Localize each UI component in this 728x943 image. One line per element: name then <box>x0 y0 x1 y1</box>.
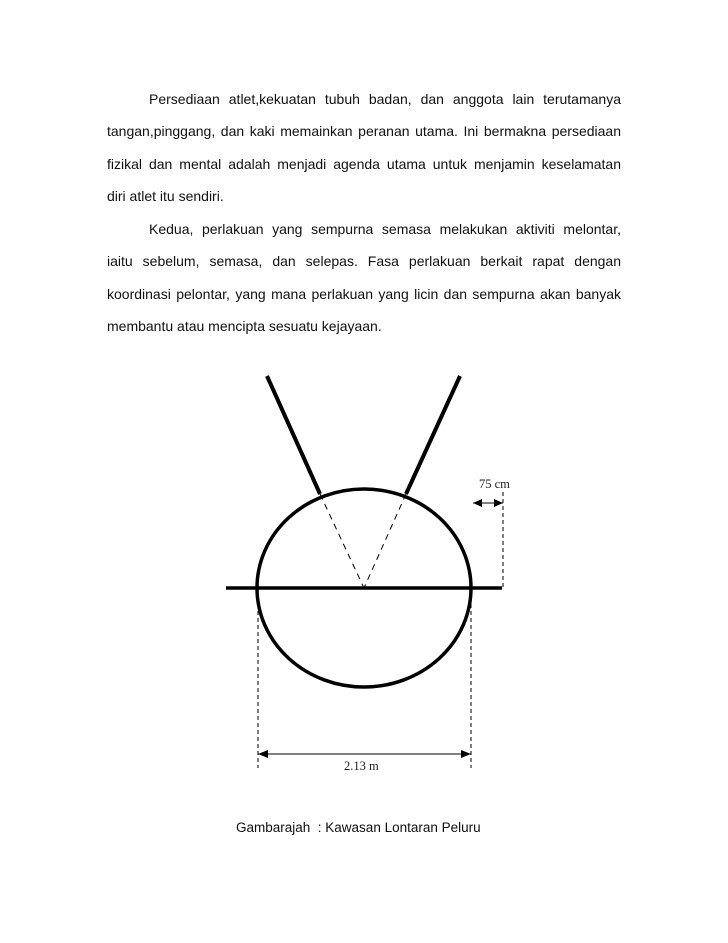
paragraph-2-line-3: koordinasi pelontar, yang mana perlakuan yang licin dan sempurna akan banyak <box>107 285 621 302</box>
paragraph-2-line-1-text: Kedua, perlakuan yang sempurna semasa melakukan aktiviti melontar, <box>149 221 621 237</box>
width-dim-arrow-left <box>473 499 482 507</box>
paragraph-1-line-1-text: Persediaan atlet,kekuatan tubuh badan, dan anggota lain terutamanya <box>149 91 621 107</box>
sector-line-right <box>406 376 460 494</box>
sector-line-left <box>267 376 320 494</box>
width-label: 75 cm <box>479 477 510 491</box>
shot-put-area-diagram <box>0 360 728 790</box>
sector-dash-left <box>320 494 364 588</box>
figure-caption: Gambarajah : Kawasan Lontaran Peluru <box>236 820 481 835</box>
paragraph-1 <box>107 83 621 213</box>
paragraph-2 <box>107 213 621 343</box>
paragraph-1-line-4: diri atlet itu sendiri. <box>107 188 224 205</box>
paragraph-1-line-2: tangan,pinggang, dan kaki memainkan peranan utama. Ini bermakna persediaan <box>107 123 621 140</box>
sector-dash-right <box>364 494 406 588</box>
paragraph-2-line-2: iaitu sebelum, semasa, dan selepas. Fasa perlakuan berkait rapat dengan <box>107 253 621 270</box>
paragraph-2-line-1 <box>107 213 621 245</box>
paragraph-2-line-4: membantu atau mencipta sesuatu kejayaan. <box>107 318 382 335</box>
width-dim-arrow-right <box>494 499 503 507</box>
diameter-dim-arrow-left <box>258 750 268 758</box>
paragraph-1-line-1 <box>107 83 621 115</box>
diameter-label: 2.13 m <box>344 759 379 773</box>
paragraph-1-line-3: fizikal dan mental adalah menjadi agenda utama untuk menjamin keselamatan <box>107 155 621 172</box>
diameter-dim-arrow-right <box>461 750 471 758</box>
